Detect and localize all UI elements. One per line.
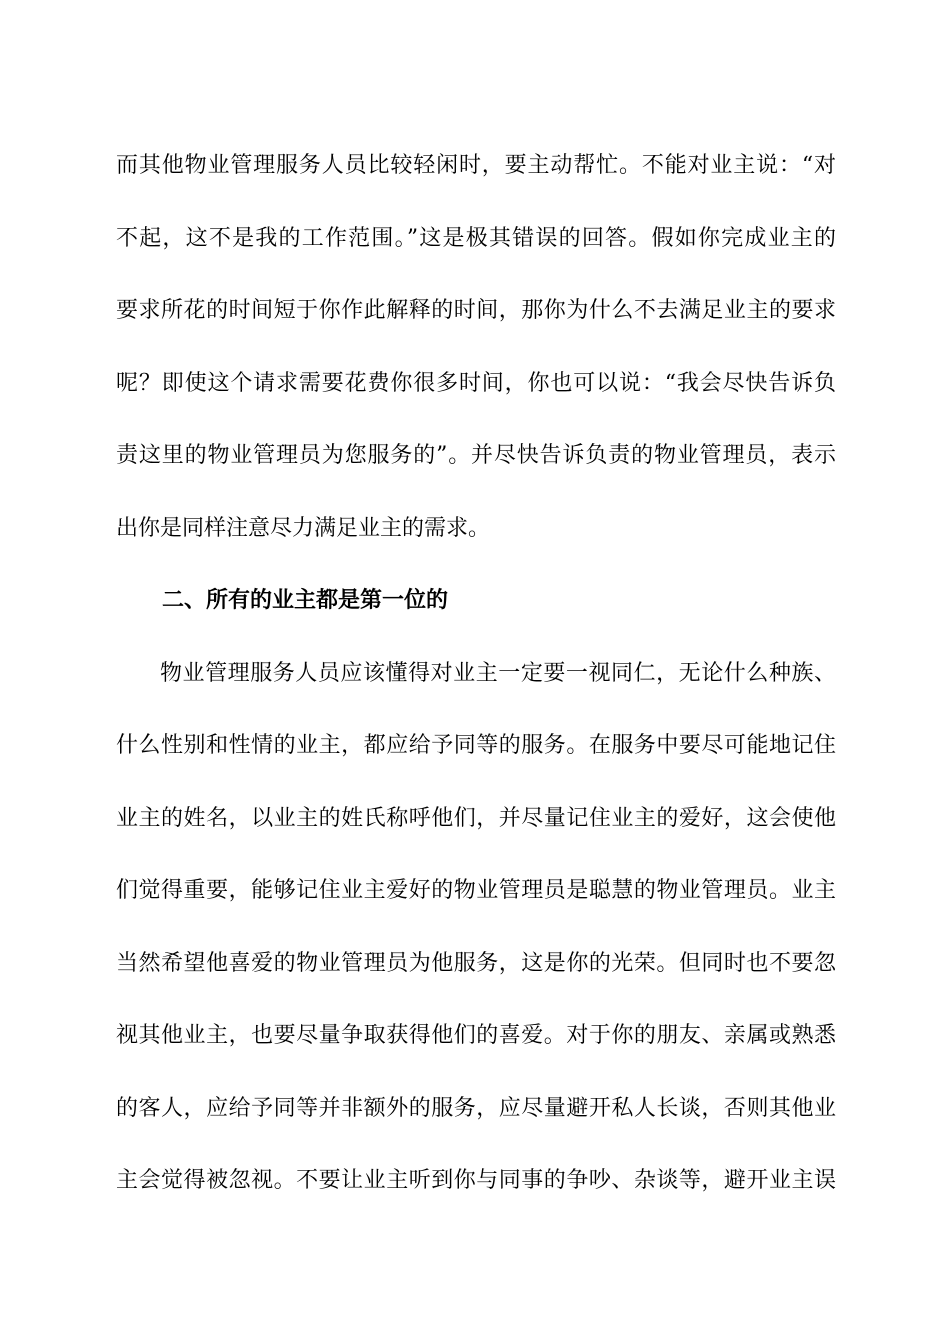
paragraph-line: 们觉得重要，能够记住业主爱好的物业管理员是聪慧的物业管理员。业主 <box>116 878 836 903</box>
paragraph-line: 要求所花的时间短于你作此解释的时间，那你为什么不去满足业主的要求 <box>116 298 836 323</box>
paragraph-line: 主会觉得被忽视。不要让业主听到你与同事的争吵、杂谈等，避开业主误 <box>116 1168 836 1193</box>
paragraph-line: 呢？即使这个请求需要花费你很多时间，你也可以说：“我会尽快告诉负 <box>116 370 836 396</box>
paragraph-line: 业主的姓名，以业主的姓氏称呼他们，并尽量记住业主的爱好，这会使他 <box>116 805 836 831</box>
section-heading: 二、所有的业主都是第一位的 <box>162 588 449 613</box>
paragraph-line: 的客人，应给予同等并非额外的服务，应尽量避开私人长谈，否则其他业 <box>116 1095 836 1121</box>
paragraph-line: 责这里的物业管理员为您服务的”。并尽快告诉负责的物业管理员，表示 <box>116 443 836 468</box>
paragraph-line: 什么性别和性情的业主，都应给予同等的服务。在服务中要尽可能地记住 <box>116 733 836 758</box>
body-text <box>116 130 836 1218</box>
paragraph-line: 不起，这不是我的工作范围。”这是极其错误的回答。假如你完成业主的 <box>116 225 836 251</box>
paragraph-line: 物业管理服务人员应该懂得对业主一定要一视同仁，无论什么种族、 <box>160 660 836 686</box>
paragraph-line: 当然希望他喜爱的物业管理员为他服务，这是你的光荣。但同时也不要忽 <box>116 950 836 976</box>
paragraph-line: 视其他业主，也要尽量争取获得他们的喜爱。对于你的朋友、亲属或熟悉 <box>116 1023 836 1048</box>
paragraph-line: 出你是同样注意尽力满足业主的需求。 <box>116 515 491 541</box>
paragraph-line: 而其他物业管理服务人员比较轻闲时，要主动帮忙。不能对业主说：“对 <box>116 153 836 178</box>
